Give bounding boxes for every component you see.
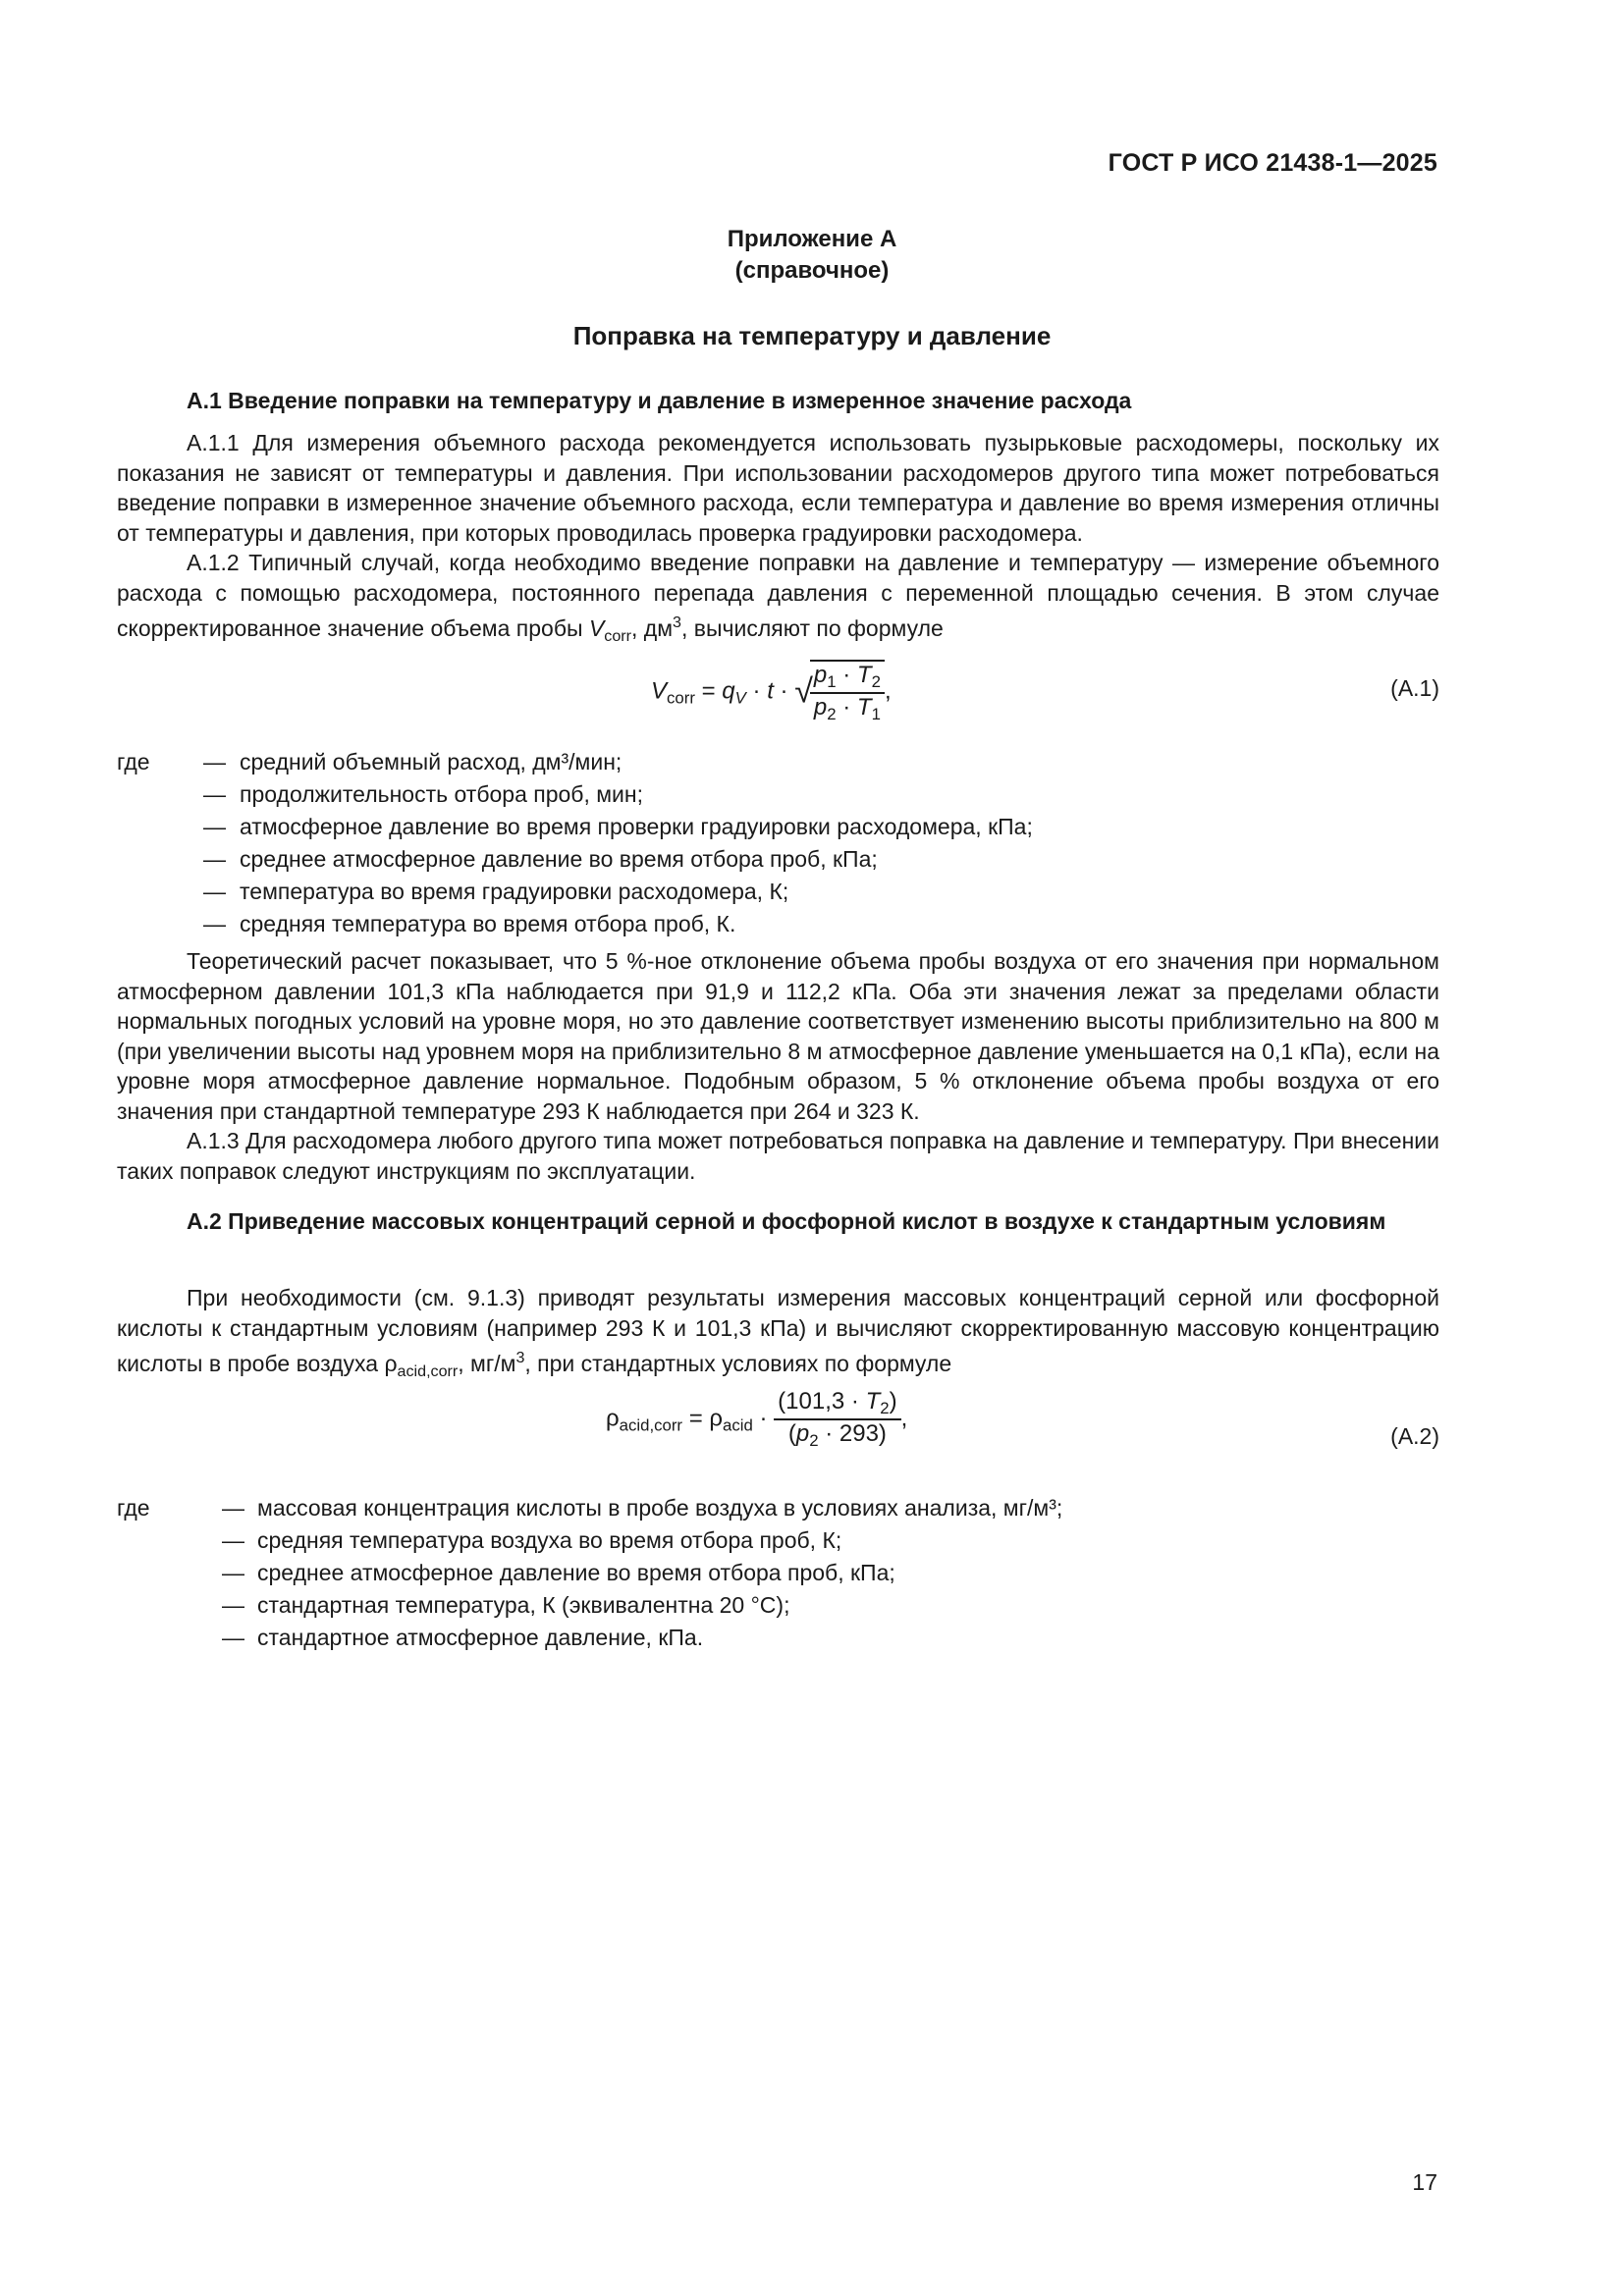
equation-number-a1: (A.1) (1390, 675, 1439, 701)
formula-a2: $\rho_{acid,corr} = \rho_{acid}$ · $\frac{(101,3 \cdot T_2)}{(p_2 \cdot 293)}$ , (606, 1388, 908, 1450)
where-prefix: где (117, 749, 150, 774)
where-dash: — (203, 781, 226, 807)
sqrt-symbol: √ (794, 672, 813, 711)
section-a2-heading: А.2 Приведение массовых концентраций серной и фосфорной кислот в воздухе к стандартным условиям (187, 1208, 1386, 1234)
section-a1-heading: А.1 Введение поправки на температуру и давление в измеренное значение расхода (187, 388, 1132, 413)
appendix-type: (справочное) (734, 257, 890, 284)
where-description: массовая концентрация кислоты в пробе воздуха в условиях анализа, мг/м³; (257, 1495, 1063, 1521)
where-description: продолжительность отбора проб, мин; (240, 781, 644, 807)
where-prefix: где (117, 1495, 150, 1521)
where-dash: — (222, 1527, 244, 1553)
formula-a1: $V_{corr} = q_V \cdot t$ · √ $\frac{p_1 \cdot T_2}{p_2 \cdot T_1}$ , (651, 662, 892, 723)
where-dash: — (203, 879, 226, 904)
where-dash: — (203, 749, 226, 774)
where-description: средний объемный расход, дм³/мин; (240, 749, 623, 774)
where-dash: — (222, 1560, 244, 1585)
appendix-label: Приложение А (727, 226, 897, 252)
paragraph-a12: А.1.2 Типичный случай, когда необходимо введение поправки на давление и температуру — измерение объемного расхода с помощью расходомера, постоянного перепада давления с переменной площадью сечения. В этом случае скорректированное значение объема пробы $V_{corr}$, $дм^3$, вычисляют по формуле (117, 550, 1439, 645)
where-description: среднее атмосферное давление во время отбора проб, кПа; (240, 846, 878, 872)
where-description: температура во время градуировки расходомера, К; (240, 879, 789, 904)
where-description: среднее атмосферное давление во время отбора проб, кПа; (257, 1560, 895, 1585)
where-description: атмосферное давление во время проверки градуировки расходомера, кПа; (240, 814, 1033, 839)
document-code: ГОСТ Р ИСО 21438-1—2025 (1108, 149, 1437, 177)
where-dash: — (222, 1592, 244, 1618)
where-description: стандартная температура, К (эквивалентна 20 °С); (257, 1592, 790, 1618)
where-dash: — (203, 911, 226, 936)
paragraph-a13: А.1.3 Для расходомера любого другого типа может потребоваться поправка на давление и температуру. При внесении таких поправок следуют инструкциям по эксплуатации. (117, 1128, 1439, 1184)
where-description: средняя температура воздуха во время отбора проб, К; (257, 1527, 842, 1553)
paragraph-theory: Теоретический расчет показывает, что 5 %-ное отклонение объема пробы воздуха от его значения при нормальном атмосферном давлении 101,3 кПа наблюдается при 91,9 и 112,2 кПа. Оба эти значения лежат за пределами области нормальных погодных условий на уровне моря, но это давление соответствует изменению высоты приблизительно на 800 м (при увеличении высоты над уровнем моря на приблизительно 8 м атмосферное давление уменьшается на 0,1 кПа), если на уровне моря атмосферное давление нормальное. Подобным образом, 5 % отклонение объема пробы воздуха от его значения при стандартной температуре 293 К наблюдается при 264 и 323 К. (117, 948, 1439, 1124)
appendix-title: Поправка на температуру и давление (572, 321, 1052, 350)
where-dash: — (203, 846, 226, 872)
where-dash: — (222, 1625, 244, 1650)
equation-number-a2: (A.2) (1390, 1423, 1439, 1449)
paragraph-a11: А.1.1 Для измерения объемного расхода рекомендуется использовать пузырьковые расходомеры, поскольку их показания не зависят от температуры и давления. При использовании расходомеров другого типа может потребоваться введение поправки в измеренное значение объемного расхода, если температура и давление во время измерения отличны от температуры и давления, при которых проводилась проверка градуировки расходомера. (117, 430, 1439, 546)
paragraph-a2: При необходимости (см. 9.1.3) приводят результаты измерения массовых концентраций серной или фосфорной кислоты к стандартным условиям (например 293 К и 101,3 кПа) и вычисляют скорректированную массовую концентрацию кислоты в пробе воздуха $\rho_{acid,corr}$, $мг/м^3$, при стандартных условиях по формуле (117, 1285, 1439, 1380)
where-dash: — (203, 814, 226, 839)
where-description: средняя температура во время отбора проб, К. (240, 911, 736, 936)
page-number: 17 (1412, 2169, 1437, 2195)
where-description: стандартное атмосферное давление, кПа. (257, 1625, 704, 1650)
where-dash: — (222, 1495, 244, 1521)
